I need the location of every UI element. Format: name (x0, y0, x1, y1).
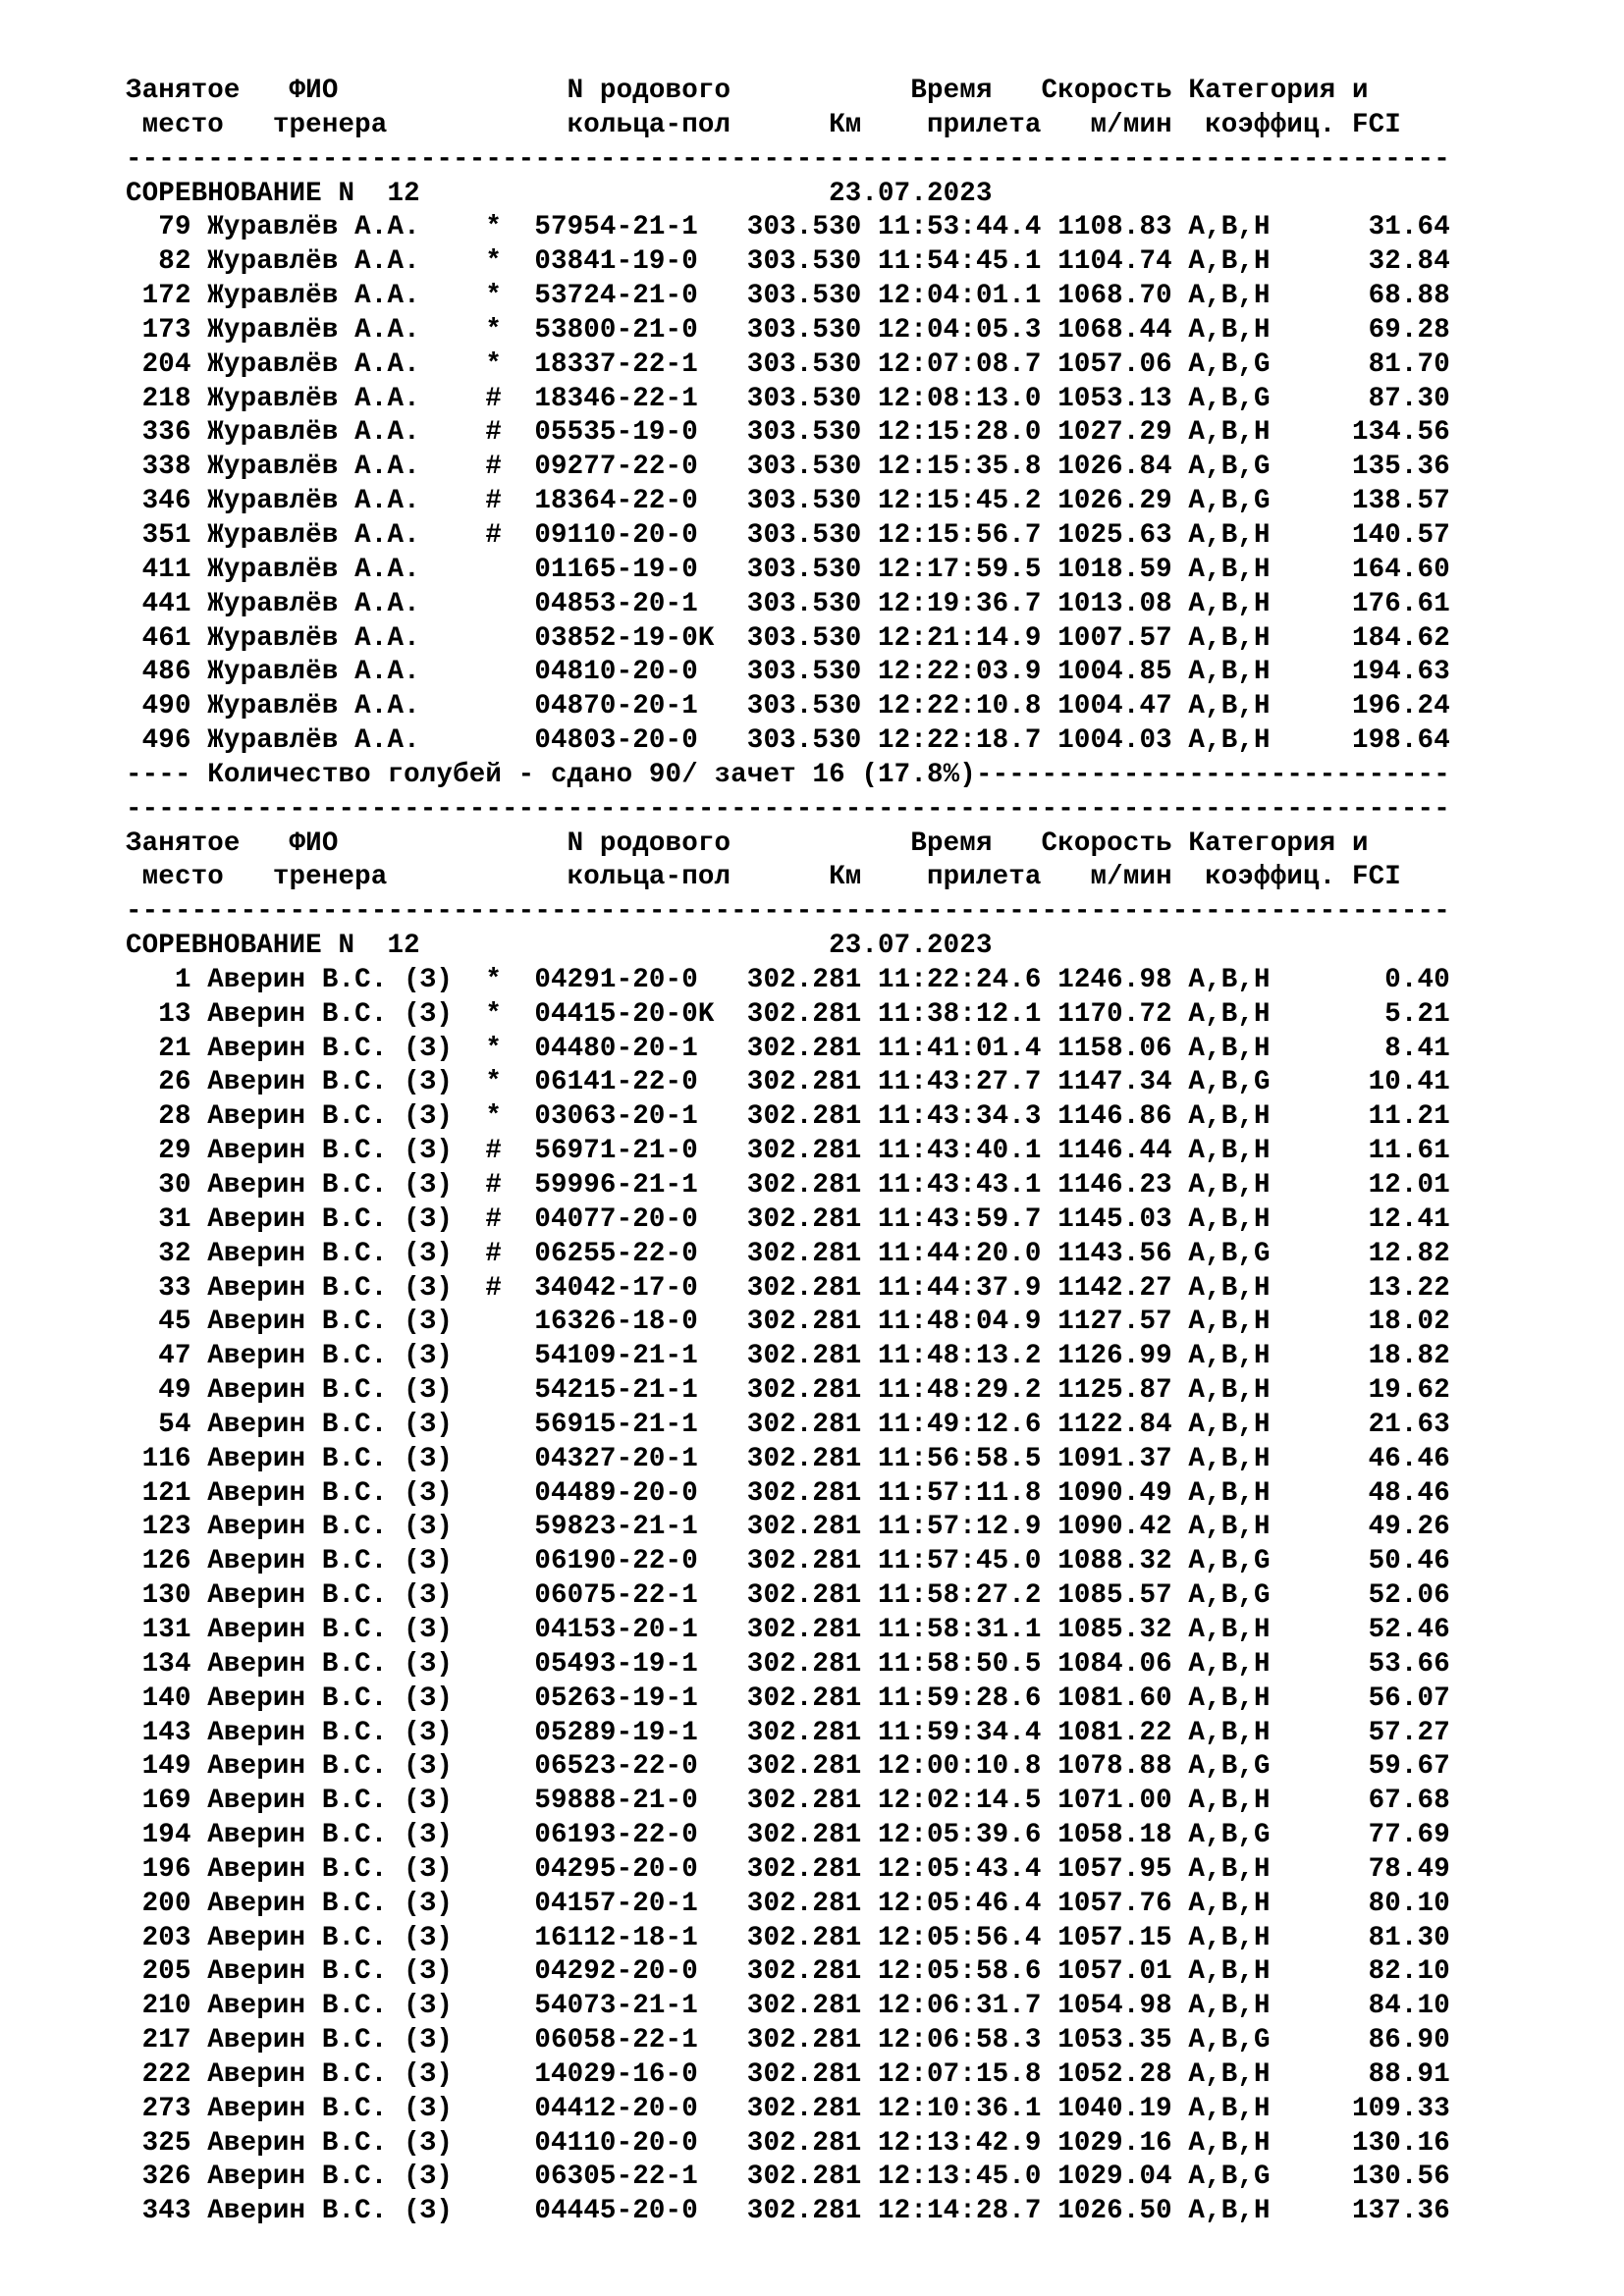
result-row: 26 Аверин В.С. (З) * 06141-22-0 302.281 11:43:27.7 1147.34 A,B,G 10.41 (126, 1067, 1450, 1098)
result-row: 411 Журавлёв А.А. 01165-19-0 303.530 12:17:59.5 1018.59 A,B,H 164.60 (126, 554, 1450, 585)
result-row: 116 Аверин В.С. (З) 04327-20-1 302.281 11:56:58.5 1091.37 A,B,H 46.46 (126, 1443, 1450, 1474)
result-row: 222 Аверин В.С. (З) 14029-16-0 302.281 12:07:15.8 1052.28 A,B,H 88.91 (126, 2058, 1450, 2090)
result-row: 54 Аверин В.С. (З) 56915-21-1 302.281 11:49:12.6 1122.84 A,B,H 21.63 (126, 1409, 1450, 1440)
column-header-line2: место тренера кольца-пол Км прилета м/мин коэффиц. FCI (126, 109, 1401, 140)
result-row: 200 Аверин В.С. (З) 04157-20-1 302.281 12:05:46.4 1057.76 A,B,H 80.10 (126, 1888, 1450, 1919)
result-row: 45 Аверин В.С. (З) 16326-18-0 302.281 11:48:04.9 1127.57 A,B,H 18.02 (126, 1307, 1450, 1338)
result-row: 21 Аверин В.С. (З) * 04480-20-1 302.281 11:41:01.4 1158.06 A,B,H 8.41 (126, 1033, 1450, 1064)
result-row: 28 Аверин В.С. (З) * 03063-20-1 302.281 11:43:34.3 1146.86 A,B,H 11.21 (126, 1101, 1450, 1133)
result-row: 336 Журавлёв А.А. # 05535-19-0 303.530 12:15:28.0 1027.29 A,B,H 134.56 (126, 417, 1450, 449)
result-row: 217 Аверин В.С. (З) 06058-22-1 302.281 12:06:58.3 1053.35 A,B,G 86.90 (126, 2025, 1450, 2056)
result-row: 172 Журавлёв А.А. * 53724-21-0 303.530 12:04:01.1 1068.70 A,B,H 68.88 (126, 281, 1450, 312)
result-row: 140 Аверин В.С. (З) 05263-19-1 302.281 11:59:28.6 1081.60 A,B,H 56.07 (126, 1682, 1450, 1714)
result-row: 143 Аверин В.С. (З) 05289-19-1 302.281 11:59:34.4 1081.22 A,B,H 57.27 (126, 1717, 1450, 1748)
result-row: 31 Аверин В.С. (З) # 04077-20-0 302.281 11:43:59.7 1145.03 A,B,H 12.41 (126, 1203, 1450, 1235)
result-row: 32 Аверин В.С. (З) # 06255-22-0 302.281 11:44:20.0 1143.56 A,B,G 12.82 (126, 1238, 1450, 1269)
result-row: 134 Аверин В.С. (З) 05493-19-1 302.281 11:58:50.5 1084.06 A,B,H 53.66 (126, 1648, 1450, 1680)
result-row: 29 Аверин В.С. (З) # 56971-21-0 302.281 11:43:40.1 1146.44 A,B,H 11.61 (126, 1136, 1450, 1167)
result-row: 33 Аверин В.С. (З) # 34042-17-0 302.281 11:44:37.9 1142.27 A,B,H 13.22 (126, 1272, 1450, 1304)
result-row: 169 Аверин В.С. (З) 59888-21-0 302.281 12:02:14.5 1071.00 A,B,H 67.68 (126, 1786, 1450, 1817)
result-row: 82 Журавлёв А.А. * 03841-19-0 303.530 11:54:45.1 1104.74 A,B,H 32.84 (126, 246, 1450, 278)
result-row: 173 Журавлёв А.А. * 53800-21-0 303.530 12:04:05.3 1068.44 A,B,H 69.28 (126, 314, 1450, 346)
result-row: 496 Журавлёв А.А. 04803-20-0 303.530 12:22:18.7 1004.03 A,B,H 198.64 (126, 725, 1450, 757)
result-row: 210 Аверин В.С. (З) 54073-21-1 302.281 12:06:31.7 1054.98 A,B,H 84.10 (126, 1991, 1450, 2022)
result-row: 126 Аверин В.С. (З) 06190-22-0 302.281 11:57:45.0 1088.32 A,B,G 50.46 (126, 1546, 1450, 1577)
results-document (126, 75, 1450, 2229)
result-row: 203 Аверин В.С. (З) 16112-18-1 302.281 12:05:56.4 1057.15 A,B,H 81.30 (126, 1922, 1450, 1953)
result-row: 79 Журавлёв А.А. * 57954-21-1 303.530 11:53:44.4 1108.83 A,B,H 31.64 (126, 212, 1450, 243)
result-row: 47 Аверин В.С. (З) 54109-21-1 302.281 11:48:13.2 1126.99 A,B,H 18.82 (126, 1341, 1450, 1372)
result-row: 441 Журавлёв А.А. 04853-20-1 303.530 12:19:36.7 1013.08 A,B,H 176.61 (126, 588, 1450, 619)
column-header-line1: Занятое ФИО N родового Время Скорость Категория и (126, 828, 1369, 859)
result-row: 205 Аверин В.С. (З) 04292-20-0 302.281 12:05:58.6 1057.01 A,B,H 82.10 (126, 1956, 1450, 1988)
result-row: 149 Аверин В.С. (З) 06523-22-0 302.281 12:00:10.8 1078.88 A,B,G 59.67 (126, 1751, 1450, 1783)
result-row: 346 Журавлёв А.А. # 18364-22-0 303.530 12:15:45.2 1026.29 A,B,G 138.57 (126, 486, 1450, 517)
result-row: 461 Журавлёв А.А. 03852-19-0K 303.530 12:21:14.9 1007.57 A,B,H 184.62 (126, 622, 1450, 654)
summary-line: ---- Количество голубей - сдано 90/ зачет 16 (17.8%)----------------------------- (126, 759, 1450, 790)
result-row: 1 Аверин В.С. (З) * 04291-20-0 302.281 11:22:24.6 1246.98 A,B,H 0.40 (126, 964, 1450, 995)
result-row: 131 Аверин В.С. (З) 04153-20-1 302.281 11:58:31.1 1085.32 A,B,H 52.46 (126, 1614, 1450, 1645)
result-row: 218 Журавлёв А.А. # 18346-22-1 303.530 12:08:13.0 1053.13 A,B,G 87.30 (126, 383, 1450, 414)
result-row: 343 Аверин В.С. (З) 04445-20-0 302.281 12:14:28.7 1026.50 A,B,H 137.36 (126, 2196, 1450, 2227)
result-row: 194 Аверин В.С. (З) 06193-22-0 302.281 12:05:39.6 1058.18 A,B,G 77.69 (126, 1820, 1450, 1851)
result-row: 486 Журавлёв А.А. 04810-20-0 303.530 12:22:03.9 1004.85 A,B,H 194.63 (126, 657, 1450, 688)
result-row: 204 Журавлёв А.А. * 18337-22-1 303.530 12:07:08.7 1057.06 A,B,G 81.70 (126, 348, 1450, 380)
competition-title: СОРЕВНОВАНИЕ N 12 23.07.2023 (126, 931, 993, 962)
result-row: 351 Журавлёв А.А. # 09110-20-0 303.530 12:15:56.7 1025.63 A,B,H 140.57 (126, 519, 1450, 551)
column-header-line2: место тренера кольца-пол Км прилета м/мин коэффиц. FCI (126, 862, 1401, 893)
result-row: 123 Аверин В.С. (З) 59823-21-1 302.281 11:57:12.9 1090.42 A,B,H 49.26 (126, 1512, 1450, 1543)
section-separator: --------------------------------------------------------------------------------- (126, 793, 1450, 825)
header-separator: --------------------------------------------------------------------------------- (126, 896, 1450, 928)
result-row: 121 Аверин В.С. (З) 04489-20-0 302.281 11:57:11.8 1090.49 A,B,H 48.46 (126, 1477, 1450, 1509)
result-row: 196 Аверин В.С. (З) 04295-20-0 302.281 12:05:43.4 1057.95 A,B,H 78.49 (126, 1853, 1450, 1885)
result-row: 338 Журавлёв А.А. # 09277-22-0 303.530 12:15:35.8 1026.84 A,B,G 135.36 (126, 452, 1450, 483)
column-header-line1: Занятое ФИО N родового Время Скорость Категория и (126, 76, 1369, 106)
result-row: 490 Журавлёв А.А. 04870-20-1 303.530 12:22:10.8 1004.47 A,B,H 196.24 (126, 691, 1450, 722)
result-row: 130 Аверин В.С. (З) 06075-22-1 302.281 11:58:27.2 1085.57 A,B,G 52.06 (126, 1580, 1450, 1612)
result-row: 13 Аверин В.С. (З) * 04415-20-0K 302.281 11:38:12.1 1170.72 A,B,H 5.21 (126, 998, 1450, 1030)
result-row: 273 Аверин В.С. (З) 04412-20-0 302.281 12:10:36.1 1040.19 A,B,H 109.33 (126, 2093, 1450, 2124)
competition-title: СОРЕВНОВАНИЕ N 12 23.07.2023 (126, 178, 993, 209)
result-row: 49 Аверин В.С. (З) 54215-21-1 302.281 11:48:29.2 1125.87 A,B,H 19.62 (126, 1375, 1450, 1407)
result-row: 325 Аверин В.С. (З) 04110-20-0 302.281 12:13:42.9 1029.16 A,B,H 130.16 (126, 2127, 1450, 2159)
result-row: 326 Аверин В.С. (З) 06305-22-1 302.281 12:13:45.0 1029.04 A,B,G 130.56 (126, 2162, 1450, 2193)
result-row: 30 Аверин В.С. (З) # 59996-21-1 302.281 11:43:43.1 1146.23 A,B,H 12.01 (126, 1170, 1450, 1201)
header-separator: --------------------------------------------------------------------------------- (126, 143, 1450, 175)
